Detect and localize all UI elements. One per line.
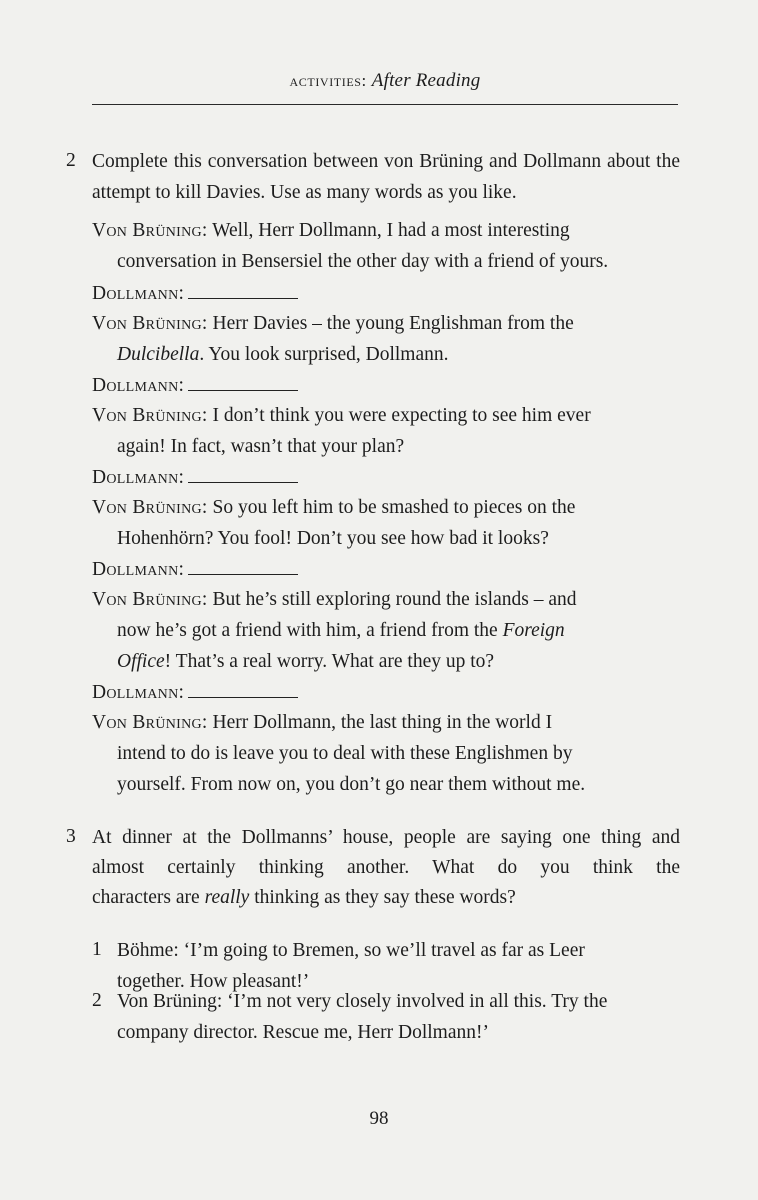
dialogue-line — [92, 555, 298, 585]
dialogue-line — [92, 463, 298, 493]
speaker-label: Von Brüning: — [92, 589, 208, 610]
dialogue-text: Herr Dollmann, the last thing in the world I — [207, 712, 553, 733]
item-line: company director. Rescue me, Herr Dollmann!’ — [117, 1022, 489, 1043]
q2-number: 2 — [66, 150, 76, 171]
dialogue-continuation: yourself. From now on, you don’t go near them without me. — [117, 774, 586, 795]
dialogue-text: Herr Davies – the young Englishman from the — [207, 313, 574, 334]
dialogue-line — [92, 279, 298, 309]
dialogue-text: So you left him to be smashed to pieces on the — [207, 497, 576, 518]
dialogue-continuation — [117, 616, 565, 646]
dialogue-line — [92, 708, 552, 738]
speaker-label: Von Brüning: — [92, 313, 208, 334]
answer-blank[interactable] — [188, 558, 298, 575]
dialogue-text: ! That’s a real worry. What are they up to? — [164, 651, 495, 672]
dialogue-continuation: intend to do is leave you to deal with these Englishmen by — [117, 743, 573, 764]
item-number: 2 — [92, 990, 102, 1011]
item-line: Von Brüning: ‘I’m not very closely involved in all this. Try the — [117, 991, 608, 1012]
q3-line-3 — [92, 883, 516, 913]
dialogue-continuation: again! In fact, wasn’t that your plan? — [117, 436, 405, 457]
q3-line-2: almost certainly thinking another. What do you think the — [92, 857, 680, 878]
q2-instruction: Complete this conversation between von Brüning and Dollmann about the attempt to kill Davies. Use as many words as you like. — [92, 151, 680, 203]
header-section: activities: — [289, 71, 367, 90]
answer-blank[interactable] — [188, 282, 298, 299]
dialogue-text: now he’s got a friend with him, a friend from the — [117, 620, 503, 641]
italic-text: Foreign — [502, 620, 565, 641]
speaker-label: Dollmann: — [92, 559, 185, 580]
dialogue-continuation: conversation in Bensersiel the other day with a friend of yours. — [117, 251, 609, 272]
speaker-label: Von Brüning: — [92, 712, 208, 733]
dialogue-text: Well, Herr Dollmann, I had a most interesting — [207, 220, 570, 241]
q3-line-1: At dinner at the Dollmanns’ house, people are saying one thing and — [92, 827, 680, 848]
speaker-label: Dollmann: — [92, 283, 185, 304]
header-title: After Reading — [371, 70, 481, 91]
page-number: 98 — [369, 1108, 389, 1129]
q3-number: 3 — [66, 826, 76, 847]
header-rule — [92, 104, 678, 105]
dialogue-continuation — [117, 340, 449, 370]
speaker-label: Von Brüning: — [92, 497, 208, 518]
item-number: 1 — [92, 939, 102, 960]
dialogue-line — [92, 309, 574, 339]
answer-blank[interactable] — [188, 466, 298, 483]
dialogue-text: But he’s still exploring round the islands – and — [207, 589, 577, 610]
q3-text: characters are — [92, 887, 205, 908]
dialogue-line — [92, 678, 298, 708]
answer-blank[interactable] — [188, 374, 298, 391]
answer-blank[interactable] — [188, 681, 298, 698]
running-header — [92, 70, 678, 92]
speaker-label: Von Brüning: — [92, 405, 208, 426]
item-line: Böhme: ‘I’m going to Bremen, so we’ll travel as far as Leer — [117, 940, 585, 961]
dialogue-continuation — [117, 647, 494, 677]
speaker-label: Dollmann: — [92, 467, 185, 488]
dialogue-text: I don’t think you were expecting to see him ever — [207, 405, 591, 426]
boat-name: Dulcibella — [117, 344, 200, 365]
speaker-label: Von Brüning: — [92, 220, 208, 241]
speaker-label: Dollmann: — [92, 375, 185, 396]
dialogue-line — [92, 371, 298, 401]
italic-text: Office — [117, 651, 165, 672]
dialogue-line — [92, 493, 575, 523]
speaker-label: Dollmann: — [92, 682, 185, 703]
emphasis-really: really — [204, 887, 250, 908]
dialogue-continuation: Hohenhörn? You fool! Don’t you see how bad it looks? — [117, 528, 549, 549]
item-line: together. How pleasant!’ — [117, 971, 310, 992]
q3-text: thinking as they say these words? — [249, 887, 516, 908]
dialogue-line — [92, 585, 577, 615]
dialogue-line — [92, 216, 570, 246]
dialogue-text: . You look surprised, Dollmann. — [199, 344, 449, 365]
dialogue-line — [92, 401, 591, 431]
